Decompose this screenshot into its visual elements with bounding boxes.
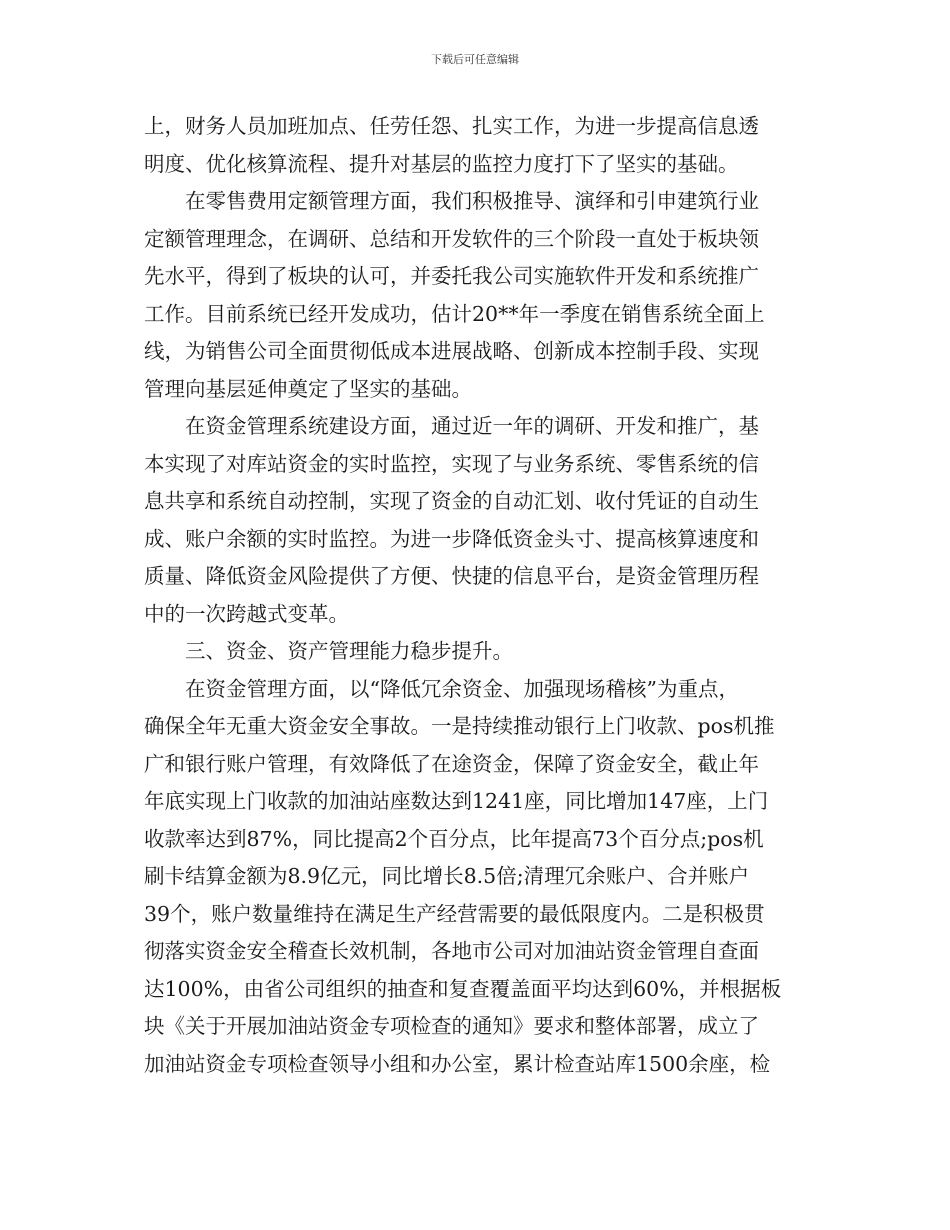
text-line: 成、账户余额的实时监控。为进一步降低资金头寸、提高核算速度和 [144, 526, 759, 551]
text-line: 定额管理理念，在调研、总结和开发软件的三个阶段一直处于板块领 [144, 226, 759, 251]
text-line: 年底实现上门收款的加油站座数达到1241座，同比增加147座，上门 [144, 789, 769, 813]
page-header: 下载后可任意编辑 [431, 53, 519, 66]
text-line: 上，财务人员加班加点、任劳任怨、扎实工作，为进一步提高信息透 [144, 114, 759, 138]
text-line: 先水平，得到了板块的认可，并委托我公司实施软件开发和系统推广 [144, 264, 759, 288]
text-line: 39个，账户数量维持在满足生产经营需要的最低限度内。二是积极贯 [144, 901, 765, 926]
text-line: 收款率达到87%，同比提高2个百分点，比年提高73个百分点;pos机 [144, 826, 764, 851]
text-line: 明度、优化核算流程、提升对基层的监控力度打下了坚实的基础。 [144, 151, 739, 176]
text-line: 加油站资金专项检查领导小组和办公室，累计检查站库1500余座，检 [144, 1051, 771, 1076]
paragraph-start-line: 在资金管理方面，以“降低冗余资金、加强现场稽核”为重点， [185, 676, 739, 701]
section-heading: 三、资金、资产管理能力稳步提升。 [185, 639, 513, 663]
text-line: 达100%，由省公司组织的抽查和复查覆盖面平均达到60%，并根据板 [144, 976, 782, 1001]
text-line: 质量、降低资金风险提供了方便、快捷的信息平台，是资金管理历程 [144, 564, 759, 588]
text-line: 确保全年无重大资金安全事故。一是持续推动银行上门收款、pos机推 [144, 714, 775, 738]
text-line: 工作。目前系统已经开发成功，估计20**年一季度在销售系统全面上 [144, 301, 765, 326]
text-line: 刷卡结算金额为8.9亿元，同比增长8.5倍;清理冗余账户、合并账户 [144, 864, 750, 888]
text-line: 本实现了对库站资金的实时监控，实现了与业务系统、零售系统的信 [144, 451, 759, 476]
text-line: 广和银行账户管理，有效降低了在途资金，保障了资金安全，截止年 [144, 751, 759, 776]
text-line: 彻落实资金安全稽查长效机制，各地市公司对加油站资金管理自查面 [144, 939, 759, 963]
paragraph-start-line: 在零售费用定额管理方面，我们积极推导、演绎和引申建筑行业 [185, 189, 759, 213]
text-line: 中的一次跨越式变革。 [144, 601, 349, 626]
text-line: 块《关于开展加油站资金专项检查的通知》要求和整体部署，成立了 [144, 1014, 759, 1038]
text-line: 管理向基层延伸奠定了坚实的基础。 [144, 376, 472, 401]
paragraph-start-line: 在资金管理系统建设方面，通过近一年的调研、开发和推广，基 [185, 414, 759, 438]
document-body [144, 108, 806, 1083]
text-line: 息共享和系统自动控制，实现了资金的自动汇划、收付凭证的自动生 [144, 489, 759, 513]
text-line: 线，为销售公司全面贯彻低成本进展战略、创新成本控制手段、实现 [144, 339, 759, 363]
